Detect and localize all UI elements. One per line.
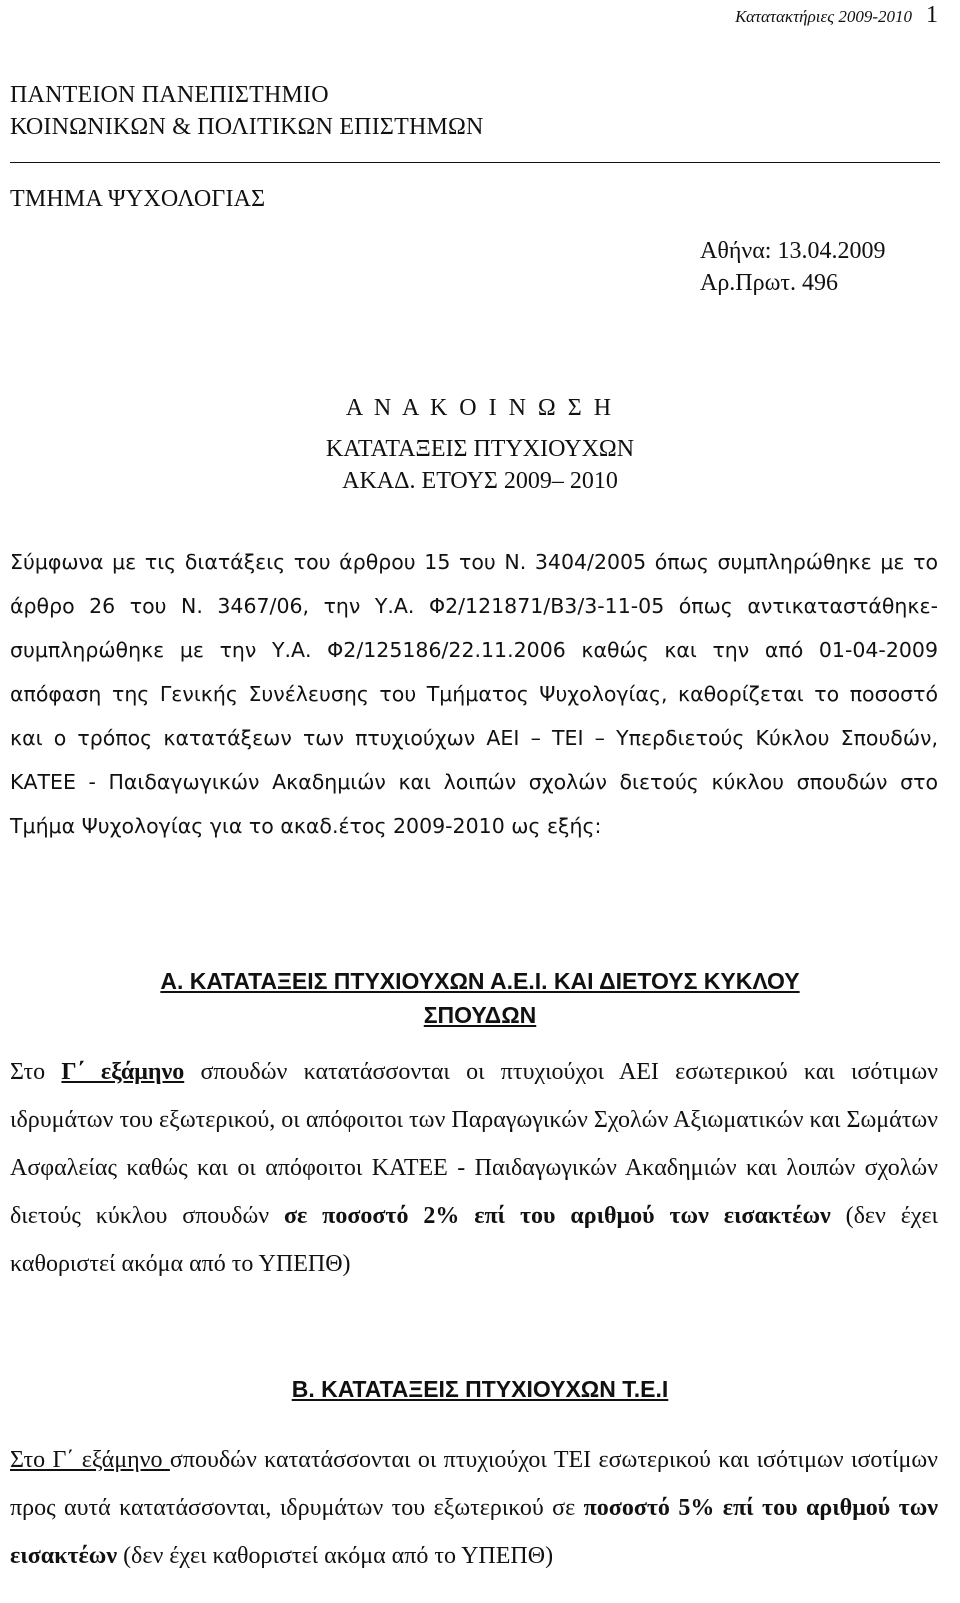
section-a-quota: σε ποσοστό 2% επί του αριθμού των εισακτέων (283, 1203, 831, 1229)
section-a-semester: Γ΄ εξάμηνο (61, 1059, 185, 1085)
section-b-paragraph (10, 1436, 938, 1580)
header-divider (10, 162, 940, 163)
academic-year: ΑΚΑΔ. ΕΤΟΥΣ 2009– 2010 (342, 468, 618, 494)
protocol-number: Αρ.Πρωτ. 496 (700, 270, 839, 296)
running-header (735, 2, 938, 29)
page-number: 1 (926, 2, 938, 28)
section-b-quota: ποσοστό 5% επί του αριθμού των εισακτέων (10, 1495, 938, 1569)
institution-name-line1: ΠΑΝΤΕΙΟΝ ΠΑΝΕΠΙΣΤΗΜΙΟ (10, 82, 329, 108)
section-a-heading (0, 964, 960, 1032)
section-b-heading: Β. ΚΑΤΑΤΑΞΕΙΣ ΠΤΥΧΙΟΥΧΩΝ Τ.Ε.Ι (291, 1376, 669, 1402)
section-a-text-start: Στο (10, 1059, 62, 1085)
section-a-text-end: (δεν έχει καθοριστεί ακόμα από το ΥΠΕΠΘ) (10, 1203, 938, 1277)
section-a-text-middle: σπουδών κατατάσσονται οι πτυχιούχοι ΑΕΙ εσωτερικού και ισότιμων ιδρυμάτων του εξωτερικού, οι απόφοιτοι των Παραγωγικών Σχολών Αξιωματικών και Σωμάτων Ασφαλείας καθώς και οι απόφοιτοι ΚΑΤΕΕ - Παιδαγωγικών Ακαδημιών και λοιπών σχολών διετούς κύκλου σπουδών (10, 1059, 938, 1229)
section-a-paragraph (10, 1048, 938, 1288)
intro-paragraph: Σύμφωνα με τις διατάξεις του άρθρου 15 του Ν. 3404/2005 όπως συμπληρώθηκε με το άρθρο 26 του Ν. 3467/06, την Υ.Α. Φ2/121871/Β3/3-11-05 όπως αντικαταστάθηκε-συμπληρώθηκε με την Υ.Α. Φ2/125186/22.11.2006 καθώς και την από 01-04-2009 απόφαση της Γενικής Συνέλευσης του Τμήματος Ψυχολογίας, καθορίζεται το ποσοστό και ο τρόπος κατατάξεων των πτυχιούχων ΑΕΙ – ΤΕΙ – Υπερδιετούς Κύκλου Σπουδών, ΚΑΤΕΕ - Παιδαγωγικών Ακαδημιών και λοιπών σχολών διετούς κύκλου σπουδών στο Τμήμα Ψυχολογίας για το ακαδ.έτος 2009-2010 ως εξής: (10, 550, 938, 838)
announcement-subtitle: ΚΑΤΑΤΑΞΕΙΣ ΠΤΥΧΙΟΥΧΩΝ (325, 436, 635, 462)
section-a-heading-line2: ΣΠΟΥΔΩΝ (423, 1002, 537, 1028)
section-b-text-end: (δεν έχει καθοριστεί ακόμα από το ΥΠΕΠΘ) (117, 1543, 554, 1569)
announcement-title: Α Ν Α Κ Ο Ι Ν Ω Σ Η (345, 395, 615, 421)
department-name: ΤΜΗΜΑ ΨΥΧΟΛΟΓΙΑΣ (10, 186, 266, 212)
running-title: Κατατακτήριες 2009-2010 (735, 7, 912, 26)
section-a-heading-line1: Α. ΚΑΤΑΤΑΞΕΙΣ ΠΤΥΧΙΟΥΧΩΝ Α.Ε.Ι. ΚΑΙ ΔΙΕΤΟΥΣ ΚΥΚΛΟΥ (160, 968, 800, 994)
section-b-semester: Στο Γ΄ εξάμηνο (10, 1447, 170, 1473)
document-date: Αθήνα: 13.04.2009 (700, 238, 886, 264)
section-b-text-middle: σπουδών κατατάσσονται οι πτυχιούχοι ΤΕΙ εσωτερικού και ισότιμων ισοτίμων προς αυτά κατατάσσονται, ιδρυμάτων του εξωτερικού σε (10, 1447, 938, 1521)
institution-name-line2: ΚΟΙΝΩΝΙΚΩΝ & ΠΟΛΙΤΙΚΩΝ ΕΠΙΣΤΗΜΩΝ (10, 114, 484, 140)
